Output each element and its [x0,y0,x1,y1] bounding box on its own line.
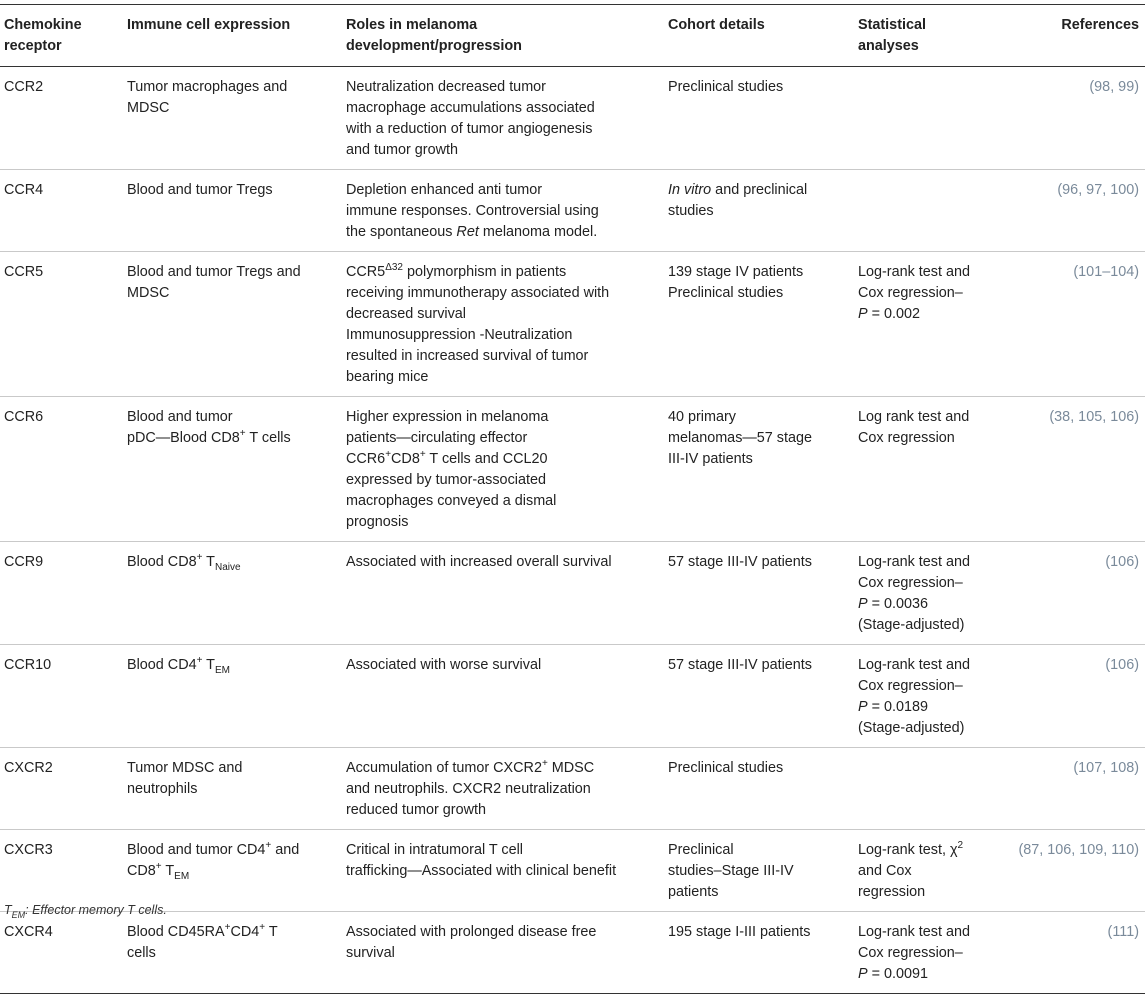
cell-line [346,861,658,882]
text: and Cox [858,863,912,879]
cell-line [346,262,658,283]
subscript: EM [174,871,190,882]
receptor-name: CCR2 [4,79,44,95]
references-cell [1011,830,1145,912]
cell-line [127,428,336,449]
cohort-details-cell [664,542,854,645]
cell-line [858,283,1005,304]
references-cell [1011,748,1145,830]
cell-line [127,943,336,964]
cohort-details-cell [664,397,854,542]
text: Log-rank test and [858,554,970,570]
reference-list: (87, 106, 109, 110) [1018,842,1139,858]
roles-cell [342,645,664,748]
text: and [271,842,300,858]
superscript: + [155,861,162,872]
cell-line [346,304,658,325]
cell-line [127,552,336,573]
text: patients [668,884,719,900]
text: Preclinical [668,842,734,858]
text: Preclinical studies [668,79,784,95]
text: T [202,554,215,570]
roles-cell [342,67,664,170]
cell-line [127,779,336,800]
cell-line [668,840,848,861]
text: the spontaneous [346,224,457,240]
text: CCR5 [346,264,386,280]
statistical-analyses-cell [854,67,1011,170]
text: Neutralization decreased tumor [346,79,546,95]
immune-cell-expression-cell [123,645,342,748]
text: receiving immunotherapy associated with [346,285,610,301]
roles-cell [342,542,664,645]
statistical-analyses-cell [854,252,1011,397]
table-row [0,170,1145,252]
header-receptor: Chemokine receptor [4,17,82,54]
text: CD8 [391,451,420,467]
header-immune-cell-expression: Immune cell expression [127,17,291,33]
cell-line [346,470,658,491]
cell-line [858,861,1005,882]
text: MDSC [127,285,170,301]
immune-cell-expression-cell [123,542,342,645]
text: Tumor MDSC and [127,760,243,776]
text: Tumor macrophages and [127,79,288,95]
reference-list: (98, 99) [1089,79,1139,95]
cell-line [346,800,658,821]
header-references: References [1061,17,1139,33]
cell-line [127,262,336,283]
receptor-cell [0,748,123,830]
table-footnote [4,903,167,920]
references-cell [1011,67,1145,170]
text: Blood CD4 [127,657,197,673]
immune-cell-expression-cell [123,397,342,542]
cell-line [346,449,658,470]
cell-line [668,449,848,470]
text: Log rank test and [858,409,970,425]
cell-line [346,201,658,222]
header-cohort-details: Cohort details [668,17,765,33]
statistical-analyses-cell [854,542,1011,645]
cell-line [858,615,1005,636]
text: immune responses. Controversial using [346,203,599,219]
italic-text: P [858,966,868,982]
cell-line [127,758,336,779]
text: 195 stage I-III patients [668,924,811,940]
cell-line [346,325,658,346]
text: 40 primary [668,409,736,425]
table-row [0,542,1145,645]
text: Immunosuppression -Neutralization [346,327,573,343]
text: Blood and tumor Tregs [127,182,273,198]
text: Higher expression in melanoma [346,409,549,425]
statistical-analyses-cell [854,397,1011,542]
text: neutrophils [127,781,198,797]
superscript: + [419,449,426,460]
header-statistical-analyses: Statistical analyses [858,17,926,54]
text: : Effector memory T cells. [25,903,167,917]
text: 57 stage III-IV patients [668,657,812,673]
cell-line [858,573,1005,594]
text: Associated with increased overall survival [346,554,612,570]
receptor-name: CCR9 [4,554,44,570]
cell-line [668,428,848,449]
cell-line [668,552,848,573]
statistical-analyses-cell [854,170,1011,252]
cell-line [668,180,848,201]
cell-line [668,922,848,943]
cohort-details-cell [664,748,854,830]
cell-line [346,119,658,140]
text: III-IV patients [668,451,753,467]
statistical-analyses-cell [854,830,1011,912]
cell-line [346,491,658,512]
receptor-name: CCR4 [4,182,44,198]
cell-line [668,758,848,779]
text: Log-rank test and [858,924,970,940]
text: Blood and tumor Tregs and [127,264,301,280]
text: and preclinical [711,182,808,198]
text: T cells and CCL20 [425,451,548,467]
receptor-cell [0,397,123,542]
text: survival [346,945,395,961]
text: Log-rank test and [858,264,970,280]
reference-list: (38, 105, 106) [1049,409,1139,425]
cell-line [858,428,1005,449]
cell-line [858,407,1005,428]
text: studies [668,203,714,219]
cell-line [346,943,658,964]
text: polymorphism in patients [403,264,567,280]
cell-line [127,861,336,882]
cell-line [858,922,1005,943]
reference-list: (106) [1105,554,1139,570]
text: regression [858,884,926,900]
cell-line [858,718,1005,739]
text: CD4 [230,924,260,940]
references-cell [1011,170,1145,252]
italic-text: P [858,699,868,715]
table-row [0,748,1145,830]
receptor-cell [0,252,123,397]
text: MDSC [547,760,595,776]
text: T [202,657,215,673]
reference-list: (101–104) [1073,264,1139,280]
text: CD8 [127,863,156,879]
superscript: + [196,552,203,563]
receptor-name: CCR5 [4,264,44,280]
cell-line [668,655,848,676]
table-row [0,252,1145,397]
cohort-details-cell [664,645,854,748]
roles-cell [342,170,664,252]
cell-line [346,512,658,533]
roles-cell [342,252,664,397]
cell-line [858,840,1005,861]
text: T [4,903,12,917]
text: T [265,924,278,940]
receptor-cell [0,645,123,748]
text: Blood and tumor CD4 [127,842,266,858]
text: decreased survival [346,306,466,322]
cohort-details-cell [664,170,854,252]
text: Cox regression– [858,285,963,301]
cell-line [858,552,1005,573]
immune-cell-expression-cell [123,830,342,912]
italic-text: P [858,306,868,322]
text: resulted in increased survival of tumor [346,348,589,364]
text: prognosis [346,514,409,530]
italic-text: P [858,596,868,612]
text: 57 stage III-IV patients [668,554,812,570]
reference-list: (111) [1107,924,1139,940]
immune-cell-expression-cell [123,170,342,252]
text: Cox regression– [858,575,963,591]
text: bearing mice [346,369,429,385]
cell-line [858,697,1005,718]
superscript: + [239,428,246,439]
header-roles: Roles in melanoma development/progression [346,17,522,54]
text: = 0.0091 [867,966,929,982]
cell-line [127,840,336,861]
receptor-name: CCR10 [4,657,52,673]
cell-line [346,840,658,861]
cell-line [668,882,848,903]
table-row [0,645,1145,748]
cell-line [127,180,336,201]
cell-line [127,407,336,428]
text: = 0.0036 [867,596,929,612]
reference-list: (107, 108) [1073,760,1139,776]
text: MDSC [127,100,170,116]
cell-line [346,407,658,428]
cell-line [346,283,658,304]
text: (Stage-adjusted) [858,720,965,736]
receptor-name: CXCR2 [4,760,53,776]
table-row [0,67,1145,170]
text: patients—circulating effector [346,430,528,446]
table-body [0,67,1145,994]
chemokine-receptor-table [0,4,1145,994]
receptor-cell [0,67,123,170]
cell-line [858,676,1005,697]
text: 139 stage IV patients [668,264,804,280]
subscript: EM [11,910,26,920]
cell-line [127,77,336,98]
statistical-analyses-cell [854,645,1011,748]
text: expressed by tumor-associated [346,472,546,488]
text: studies–Stage III-IV [668,863,794,879]
text: CCR6 [346,451,386,467]
text: macrophage accumulations associated [346,100,595,116]
references-cell [1011,645,1145,748]
cell-line [346,98,658,119]
table-row [0,830,1145,912]
roles-cell [342,830,664,912]
cell-line [346,779,658,800]
superscript: + [196,655,203,666]
text: Associated with worse survival [346,657,542,673]
cell-line [668,201,848,222]
cell-line [346,367,658,388]
text: Log-rank test, χ [858,842,958,858]
cell-line [346,346,658,367]
cell-line [668,407,848,428]
cell-line [127,655,336,676]
receptor-name: CCR6 [4,409,44,425]
cohort-details-cell [664,830,854,912]
cell-line [668,861,848,882]
text: Blood CD45RA [127,924,225,940]
roles-cell [342,748,664,830]
table-row [0,397,1145,542]
cell-line [858,262,1005,283]
text: = 0.002 [867,306,921,322]
receptor-cell [0,830,123,912]
cell-line [858,655,1005,676]
text: trafficking—Associated with clinical benefit [346,863,617,879]
text: Depletion enhanced anti tumor [346,182,543,198]
text: with a reduction of tumor angiogenesis [346,121,593,137]
text: Cox regression– [858,678,963,694]
text: T cells [245,430,291,446]
text: macrophages conveyed a dismal [346,493,557,509]
cell-line [346,428,658,449]
references-cell [1011,542,1145,645]
text: Cox regression [858,430,955,446]
text: melanomas—57 stage [668,430,812,446]
text: Blood CD8 [127,554,197,570]
cell-line [668,283,848,304]
text: = 0.0189 [867,699,929,715]
text: cells [127,945,156,961]
text: and tumor growth [346,142,458,158]
text: Blood and tumor [127,409,233,425]
cell-line [346,552,658,573]
receptor-name: CXCR3 [4,842,53,858]
italic-text: Ret [456,224,479,240]
immune-cell-expression-cell [123,748,342,830]
text: melanoma model. [478,224,598,240]
header-row [0,5,1145,67]
cell-line [127,283,336,304]
cohort-details-cell [664,252,854,397]
cell-line [346,140,658,161]
superscript: + [385,449,392,460]
cell-line [127,98,336,119]
text: Accumulation of tumor CXCR2 [346,760,542,776]
reference-list: (96, 97, 100) [1057,182,1139,198]
text: T [161,863,175,879]
references-cell [1011,397,1145,542]
superscript: + [259,922,266,933]
immune-cell-expression-cell [123,67,342,170]
references-cell [1011,252,1145,397]
cell-line [346,655,658,676]
superscript: + [224,922,231,933]
text: Preclinical studies [668,760,784,776]
text: Log-rank test and [858,657,970,673]
text: Preclinical studies [668,285,784,301]
text: reduced tumor growth [346,802,486,818]
receptor-cell [0,170,123,252]
text: (Stage-adjusted) [858,617,965,633]
superscript: Δ32 [385,262,403,273]
superscript: + [265,840,272,851]
cell-line [858,594,1005,615]
cohort-details-cell [664,67,854,170]
cell-line [346,77,658,98]
statistical-analyses-cell [854,748,1011,830]
receptor-name: CXCR4 [4,924,53,940]
text: Associated with prolonged disease free [346,924,597,940]
cell-line [346,180,658,201]
cell-line [668,262,848,283]
cell-line [346,222,658,243]
cell-line [858,882,1005,903]
cell-line [346,922,658,943]
subscript: EM [214,665,230,676]
text: and neutrophils. CXCR2 neutralization [346,781,591,797]
text: pDC—Blood CD8 [127,430,240,446]
cell-line [858,943,1005,964]
superscript: 2 [957,840,964,851]
immune-cell-expression-cell [123,252,342,397]
text: Critical in intratumoral T cell [346,842,524,858]
cell-line [668,77,848,98]
cell-line [858,304,1005,325]
subscript: Naive [214,562,241,573]
roles-cell [342,397,664,542]
cell-line [346,758,658,779]
receptor-cell [0,542,123,645]
reference-list: (106) [1105,657,1139,673]
text: Cox regression– [858,945,963,961]
superscript: + [541,758,548,769]
italic-text: In vitro [668,182,712,198]
cell-line [127,922,336,943]
cell-line [858,964,1005,985]
